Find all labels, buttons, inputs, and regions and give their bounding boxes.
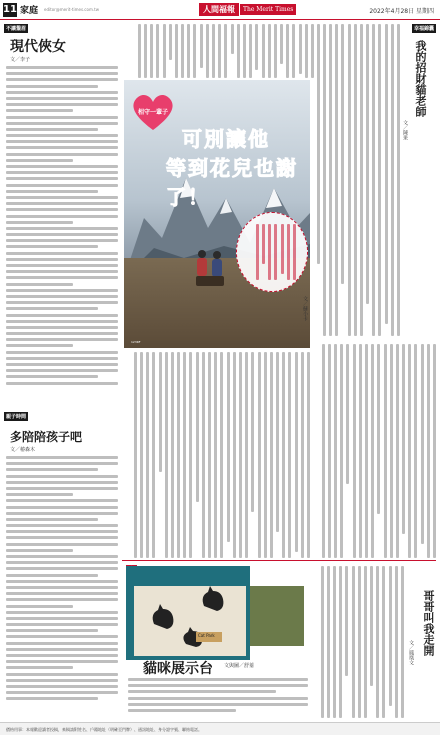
cat-section-body [128, 678, 308, 718]
article-body-xiandai-xianv [6, 66, 118, 404]
cat-section-title: 貓咪展示台 [143, 661, 213, 677]
section-name: 家庭 [20, 6, 39, 16]
feature-intro-text [124, 24, 314, 78]
couple-silhouette [190, 246, 230, 294]
tag-qinzi-shijian: 親子時間 [6, 414, 27, 420]
article-title-duo-peipei: 多陪陪孩子吧 [10, 430, 83, 444]
page-footer: 價格用事：本報歡迎讀者投稿，來稿請附姓名、戶籍地址（明確至門牌）、通訊地址、身分證字號、聯絡電話。 [0, 722, 440, 735]
article-body-duo-peipei [6, 456, 118, 718]
article-title-xiandai-xianv: 現代俠女 [10, 39, 66, 55]
article-title-gege: 哥哥叫我走開 [422, 590, 435, 656]
photo-credit: 123RF [131, 340, 141, 344]
cat-photo [126, 566, 250, 660]
editor-email[interactable]: editor@merit-times.com.tw [44, 7, 99, 12]
article-author: 文／椿森木 [10, 447, 36, 453]
feature-body-continued [314, 344, 436, 558]
issue-date: 2022年4月28日 星期四 [369, 8, 434, 15]
logo-chinese: 人間福報 [199, 3, 239, 16]
feature-title-line2: 等到花兒也謝了！ [166, 156, 298, 209]
cat-section-author: 文與圖／舒蓁 [224, 663, 255, 669]
tag-buranxumei: 不讓鬚眉 [6, 26, 27, 32]
feature-title-line1: 可別讓他 [182, 127, 270, 151]
page-number: 11 [3, 4, 17, 15]
masthead-logo [199, 3, 296, 17]
feature-author: 文／蘇小卡 [302, 296, 308, 321]
cat-board-text: Cat Park [198, 633, 215, 638]
feature-body-text [124, 352, 310, 558]
article-author: 文／鳳凰文 [408, 640, 414, 665]
quote-text [248, 224, 296, 280]
section-divider [122, 560, 436, 561]
article-body-zhaocai-mao [314, 24, 400, 336]
article-author: 文／陳果 [402, 120, 408, 140]
logo-english: The Merit Times [240, 4, 296, 15]
article-author: 文／李子 [10, 57, 31, 63]
page-header [0, 0, 440, 20]
tag-xingfu-jinnang: 幸福錦囊 [414, 26, 435, 32]
heart-label: 相守一輩子 [137, 109, 168, 116]
article-body-gege [314, 566, 404, 718]
cat-silhouette-icon [126, 566, 250, 660]
tree-photo [250, 586, 304, 646]
article-title-zhaocai-mao: 我的招財貓老師 [414, 40, 427, 117]
